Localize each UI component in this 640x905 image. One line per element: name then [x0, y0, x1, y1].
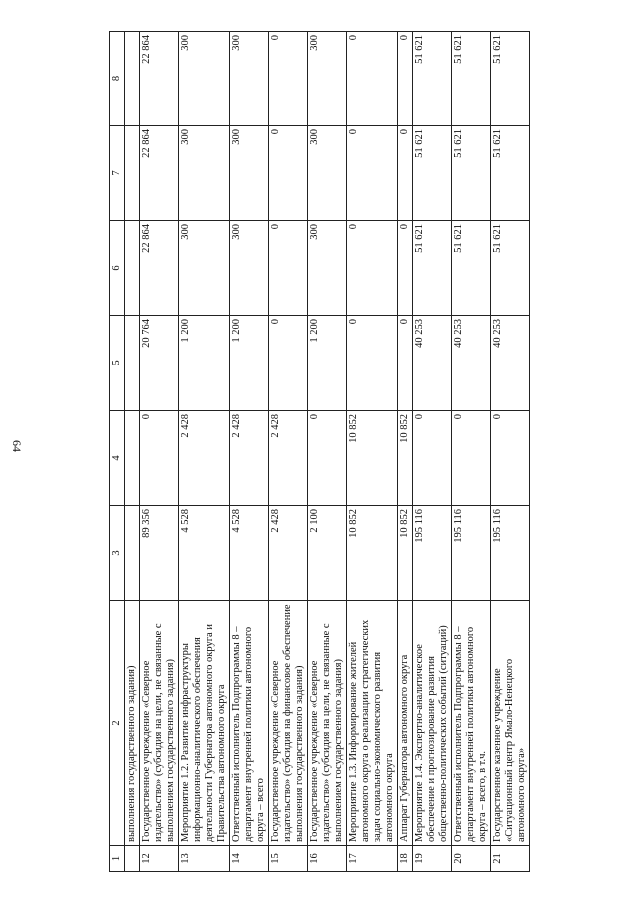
row-number: 15: [269, 846, 308, 872]
value-col-6: 51 621: [452, 221, 491, 316]
value-col-5: 1 200: [230, 316, 269, 411]
table-row: [452, 32, 491, 872]
row-number: 14: [230, 846, 269, 872]
value-col-6: 300: [179, 221, 230, 316]
value-col-6: 22 864: [140, 221, 179, 316]
row-description: выполнения государственного задания): [125, 601, 140, 846]
value-col-8: 51 621: [413, 32, 452, 126]
value-col-7: 0: [398, 126, 413, 221]
column-number-row: [110, 32, 125, 872]
column-header-8: 8: [110, 32, 125, 126]
value-col-8: [125, 32, 140, 126]
value-col-5: 0: [269, 316, 308, 411]
value-col-7: 0: [347, 126, 398, 221]
column-header-5: 5: [110, 316, 125, 411]
value-col-4: 0: [491, 411, 530, 506]
budget-table: [109, 31, 530, 872]
row-description: Мероприятие 1.4. Экспертно-аналитическое обеспечение и прогнозирование развития общественно-политических событий (ситуаций): [413, 601, 452, 846]
row-description: Ответственный исполнитель Подпрограммы 8 – департамент внутренней политики автономного округа – всего, в т.ч.: [452, 601, 491, 846]
value-col-7: 51 621: [452, 126, 491, 221]
value-col-6: [125, 221, 140, 316]
value-col-3: 195 116: [413, 506, 452, 601]
value-col-3: 2 100: [308, 506, 347, 601]
value-col-4: 10 852: [398, 411, 413, 506]
row-description: Государственное учреждение «Северное издательство» (субсидия на цели, не связанные с выполнением государственного задания): [140, 601, 179, 846]
value-col-5: 1 200: [308, 316, 347, 411]
value-col-8: 51 621: [491, 32, 530, 126]
value-col-6: 0: [269, 221, 308, 316]
table-row: [308, 32, 347, 872]
value-col-5: 0: [347, 316, 398, 411]
table-row: [140, 32, 179, 872]
table-row: [269, 32, 308, 872]
value-col-5: 0: [398, 316, 413, 411]
value-col-6: 0: [398, 221, 413, 316]
column-header-3: 3: [110, 506, 125, 601]
column-header-7: 7: [110, 126, 125, 221]
value-col-3: 89 356: [140, 506, 179, 601]
row-number: 18: [398, 846, 413, 872]
value-col-7: 22 864: [140, 126, 179, 221]
table-row: [413, 32, 452, 872]
table-row: [125, 32, 140, 872]
value-col-8: 0: [269, 32, 308, 126]
table-body: [125, 32, 530, 872]
row-number: 21: [491, 846, 530, 872]
value-col-8: 300: [230, 32, 269, 126]
row-description: Мероприятие 1.2. Развитие инфраструктуры информационно-аналитического обеспечения деятельности Губернатора автономного округа и Правительства автономного округа: [179, 601, 230, 846]
row-description: Государственное казенное учреждение «Ситуационный центр Ямало-Ненецкого автономного округа»: [491, 601, 530, 846]
value-col-7: [125, 126, 140, 221]
value-col-7: 300: [308, 126, 347, 221]
value-col-6: 51 621: [413, 221, 452, 316]
value-col-7: 300: [179, 126, 230, 221]
value-col-7: 51 621: [413, 126, 452, 221]
table-row: [491, 32, 530, 872]
value-col-5: 20 764: [140, 316, 179, 411]
table-row: [230, 32, 269, 872]
value-col-4: 2 428: [179, 411, 230, 506]
row-number: 13: [179, 846, 230, 872]
row-description: Аппарат Губернатора автономного округа: [398, 601, 413, 846]
row-number: 20: [452, 846, 491, 872]
value-col-6: 300: [308, 221, 347, 316]
row-description: Государственное учреждение «Северное издательство» (субсидия на цели, не связанные с выполнением государственного задания): [308, 601, 347, 846]
rotated-table-container: [109, 32, 530, 872]
value-col-5: 1 200: [179, 316, 230, 411]
value-col-8: 51 621: [452, 32, 491, 126]
table-row: [179, 32, 230, 872]
value-col-8: 300: [308, 32, 347, 126]
page-number: 64: [10, 440, 24, 452]
value-col-4: 10 852: [347, 411, 398, 506]
value-col-6: 300: [230, 221, 269, 316]
value-col-4: 2 428: [269, 411, 308, 506]
value-col-3: 195 116: [491, 506, 530, 601]
value-col-7: 0: [269, 126, 308, 221]
value-col-6: 51 621: [491, 221, 530, 316]
value-col-3: 10 852: [347, 506, 398, 601]
value-col-4: 0: [452, 411, 491, 506]
value-col-5: 40 253: [491, 316, 530, 411]
row-number: 12: [140, 846, 179, 872]
value-col-8: 22 864: [140, 32, 179, 126]
value-col-4: 0: [308, 411, 347, 506]
column-header-6: 6: [110, 221, 125, 316]
value-col-6: 0: [347, 221, 398, 316]
column-header-2: 2: [110, 601, 125, 846]
value-col-3: [125, 506, 140, 601]
value-col-4: [125, 411, 140, 506]
value-col-8: 300: [179, 32, 230, 126]
row-description: Ответственный исполнитель Подпрограммы 8 – департамент внутренней политики автономного округа – всего: [230, 601, 269, 846]
row-number: 16: [308, 846, 347, 872]
row-description: Мероприятие 1.3. Информирование жителей автономного округа о реализации стратегических задач социально-экономического развития автономного округа: [347, 601, 398, 846]
value-col-7: 300: [230, 126, 269, 221]
value-col-3: 10 852: [398, 506, 413, 601]
value-col-4: 2 428: [230, 411, 269, 506]
value-col-8: 0: [398, 32, 413, 126]
table-row: [398, 32, 413, 872]
value-col-3: 4 528: [179, 506, 230, 601]
value-col-7: 51 621: [491, 126, 530, 221]
value-col-5: [125, 316, 140, 411]
row-description: Государственное учреждение «Северное издательство» (субсидия на финансовое обеспечение выполнения государственного задания): [269, 601, 308, 846]
value-col-5: 40 253: [413, 316, 452, 411]
column-header-4: 4: [110, 411, 125, 506]
value-col-3: 2 428: [269, 506, 308, 601]
value-col-8: 0: [347, 32, 398, 126]
value-col-4: 0: [140, 411, 179, 506]
row-number: 19: [413, 846, 452, 872]
row-number: [125, 846, 140, 872]
table-row: [347, 32, 398, 872]
value-col-3: 195 116: [452, 506, 491, 601]
value-col-4: 0: [413, 411, 452, 506]
row-number: 17: [347, 846, 398, 872]
value-col-5: 40 253: [452, 316, 491, 411]
column-header-1: 1: [110, 846, 125, 872]
value-col-3: 4 528: [230, 506, 269, 601]
